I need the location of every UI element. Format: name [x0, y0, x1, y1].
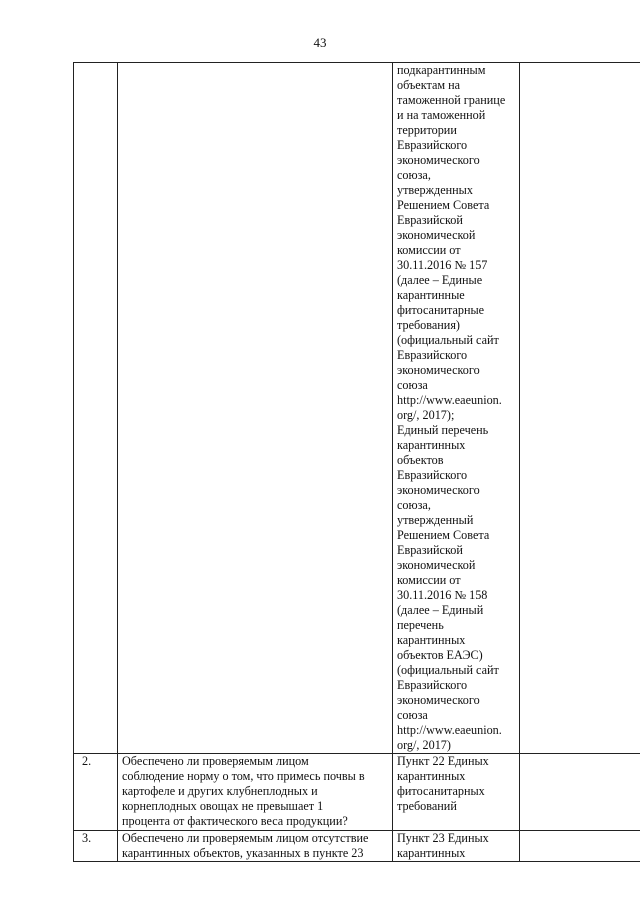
- reference-line: экономического: [397, 693, 480, 707]
- reference-line: Пункт 22 Единых: [397, 754, 489, 768]
- reference-line: 30.11.2016 № 157: [397, 258, 488, 272]
- question-line: Обеспечено ли проверяемым лицом: [122, 754, 309, 768]
- question-line: соблюдение норму о том, что примесь почвы в: [122, 769, 365, 783]
- reference-line: требований: [397, 799, 457, 813]
- reference-line: таможенной границе: [397, 93, 506, 107]
- reference-line: Евразийского: [397, 468, 468, 482]
- reference-line: фитосанитарные: [397, 303, 485, 317]
- reference-line: требования): [397, 318, 460, 332]
- reference-line: (официальный сайт: [397, 663, 499, 677]
- reference-line: http://www.eaeunion.: [397, 723, 502, 737]
- question-line: процента от фактического веса продукции?: [122, 814, 348, 828]
- reference-line: экономического: [397, 363, 480, 377]
- checklist-table: [73, 62, 640, 862]
- question-cell: [118, 754, 393, 831]
- row-number-cell: 3.: [74, 831, 118, 862]
- reference-line: (далее – Единый: [397, 603, 484, 617]
- reference-line: http://www.eaeunion.: [397, 393, 502, 407]
- reference-line: комиссии от: [397, 243, 461, 257]
- reference-line: союза: [397, 708, 428, 722]
- reference-line: фитосанитарных: [397, 784, 485, 798]
- reference-line: союза,: [397, 168, 431, 182]
- reference-line: карантинных: [397, 846, 466, 860]
- reference-line: org/, 2017);: [397, 408, 455, 422]
- question-cell: [118, 63, 393, 754]
- reference-line: карантинных: [397, 633, 466, 647]
- reference-line: экономической: [397, 228, 476, 242]
- page-number: 43: [313, 35, 327, 50]
- reference-line: Евразийской: [397, 543, 463, 557]
- reference-line: Евразийского: [397, 138, 468, 152]
- question-line: корнеплодных овощах не превышает 1: [122, 799, 324, 813]
- reference-line: (далее – Единые: [397, 273, 483, 287]
- notes-cell: [520, 754, 640, 831]
- reference-line: территории: [397, 123, 457, 137]
- reference-cell: [393, 63, 520, 754]
- reference-line: перечень: [397, 618, 444, 632]
- reference-line: карантинные: [397, 288, 465, 302]
- table-row: [74, 831, 640, 862]
- table-row: [74, 63, 640, 754]
- reference-line: Единый перечень: [397, 423, 489, 437]
- reference-line: утвержденных: [397, 183, 473, 197]
- reference-line: утвержденный: [397, 513, 474, 527]
- reference-line: экономического: [397, 483, 480, 497]
- reference-line: (официальный сайт: [397, 333, 499, 347]
- notes-cell: [520, 831, 640, 862]
- reference-line: Пункт 23 Единых: [397, 831, 489, 845]
- reference-line: экономической: [397, 558, 476, 572]
- row-number-cell: 2.: [74, 754, 118, 831]
- reference-line: карантинных: [397, 769, 466, 783]
- question-line: картофеле и других клубнеплодных и: [122, 784, 318, 798]
- reference-line: подкарантинным: [397, 63, 486, 77]
- reference-line: Решением Совета: [397, 198, 490, 212]
- reference-line: объектам на: [397, 78, 461, 92]
- reference-line: союза,: [397, 498, 431, 512]
- reference-line: 30.11.2016 № 158: [397, 588, 488, 602]
- question-cell: [118, 831, 393, 862]
- reference-line: Решением Совета: [397, 528, 490, 542]
- reference-line: объектов: [397, 453, 444, 467]
- question-line: Обеспечено ли проверяемым лицом отсутствие: [122, 831, 369, 845]
- reference-line: карантинных: [397, 438, 466, 452]
- row-number-cell: [74, 63, 118, 754]
- reference-cell: [393, 831, 520, 862]
- question-line: карантинных объектов, указанных в пункте 23: [122, 846, 364, 860]
- reference-line: объектов ЕАЭС): [397, 648, 483, 662]
- reference-line: Евразийской: [397, 213, 463, 227]
- notes-cell: [520, 63, 640, 754]
- reference-line: и на таможенной: [397, 108, 486, 122]
- reference-line: союза: [397, 378, 428, 392]
- reference-line: org/, 2017): [397, 738, 451, 752]
- table-row: [74, 754, 640, 831]
- reference-line: комиссии от: [397, 573, 461, 587]
- reference-cell: [393, 754, 520, 831]
- reference-line: Евразийского: [397, 348, 468, 362]
- reference-line: экономического: [397, 153, 480, 167]
- reference-line: Евразийского: [397, 678, 468, 692]
